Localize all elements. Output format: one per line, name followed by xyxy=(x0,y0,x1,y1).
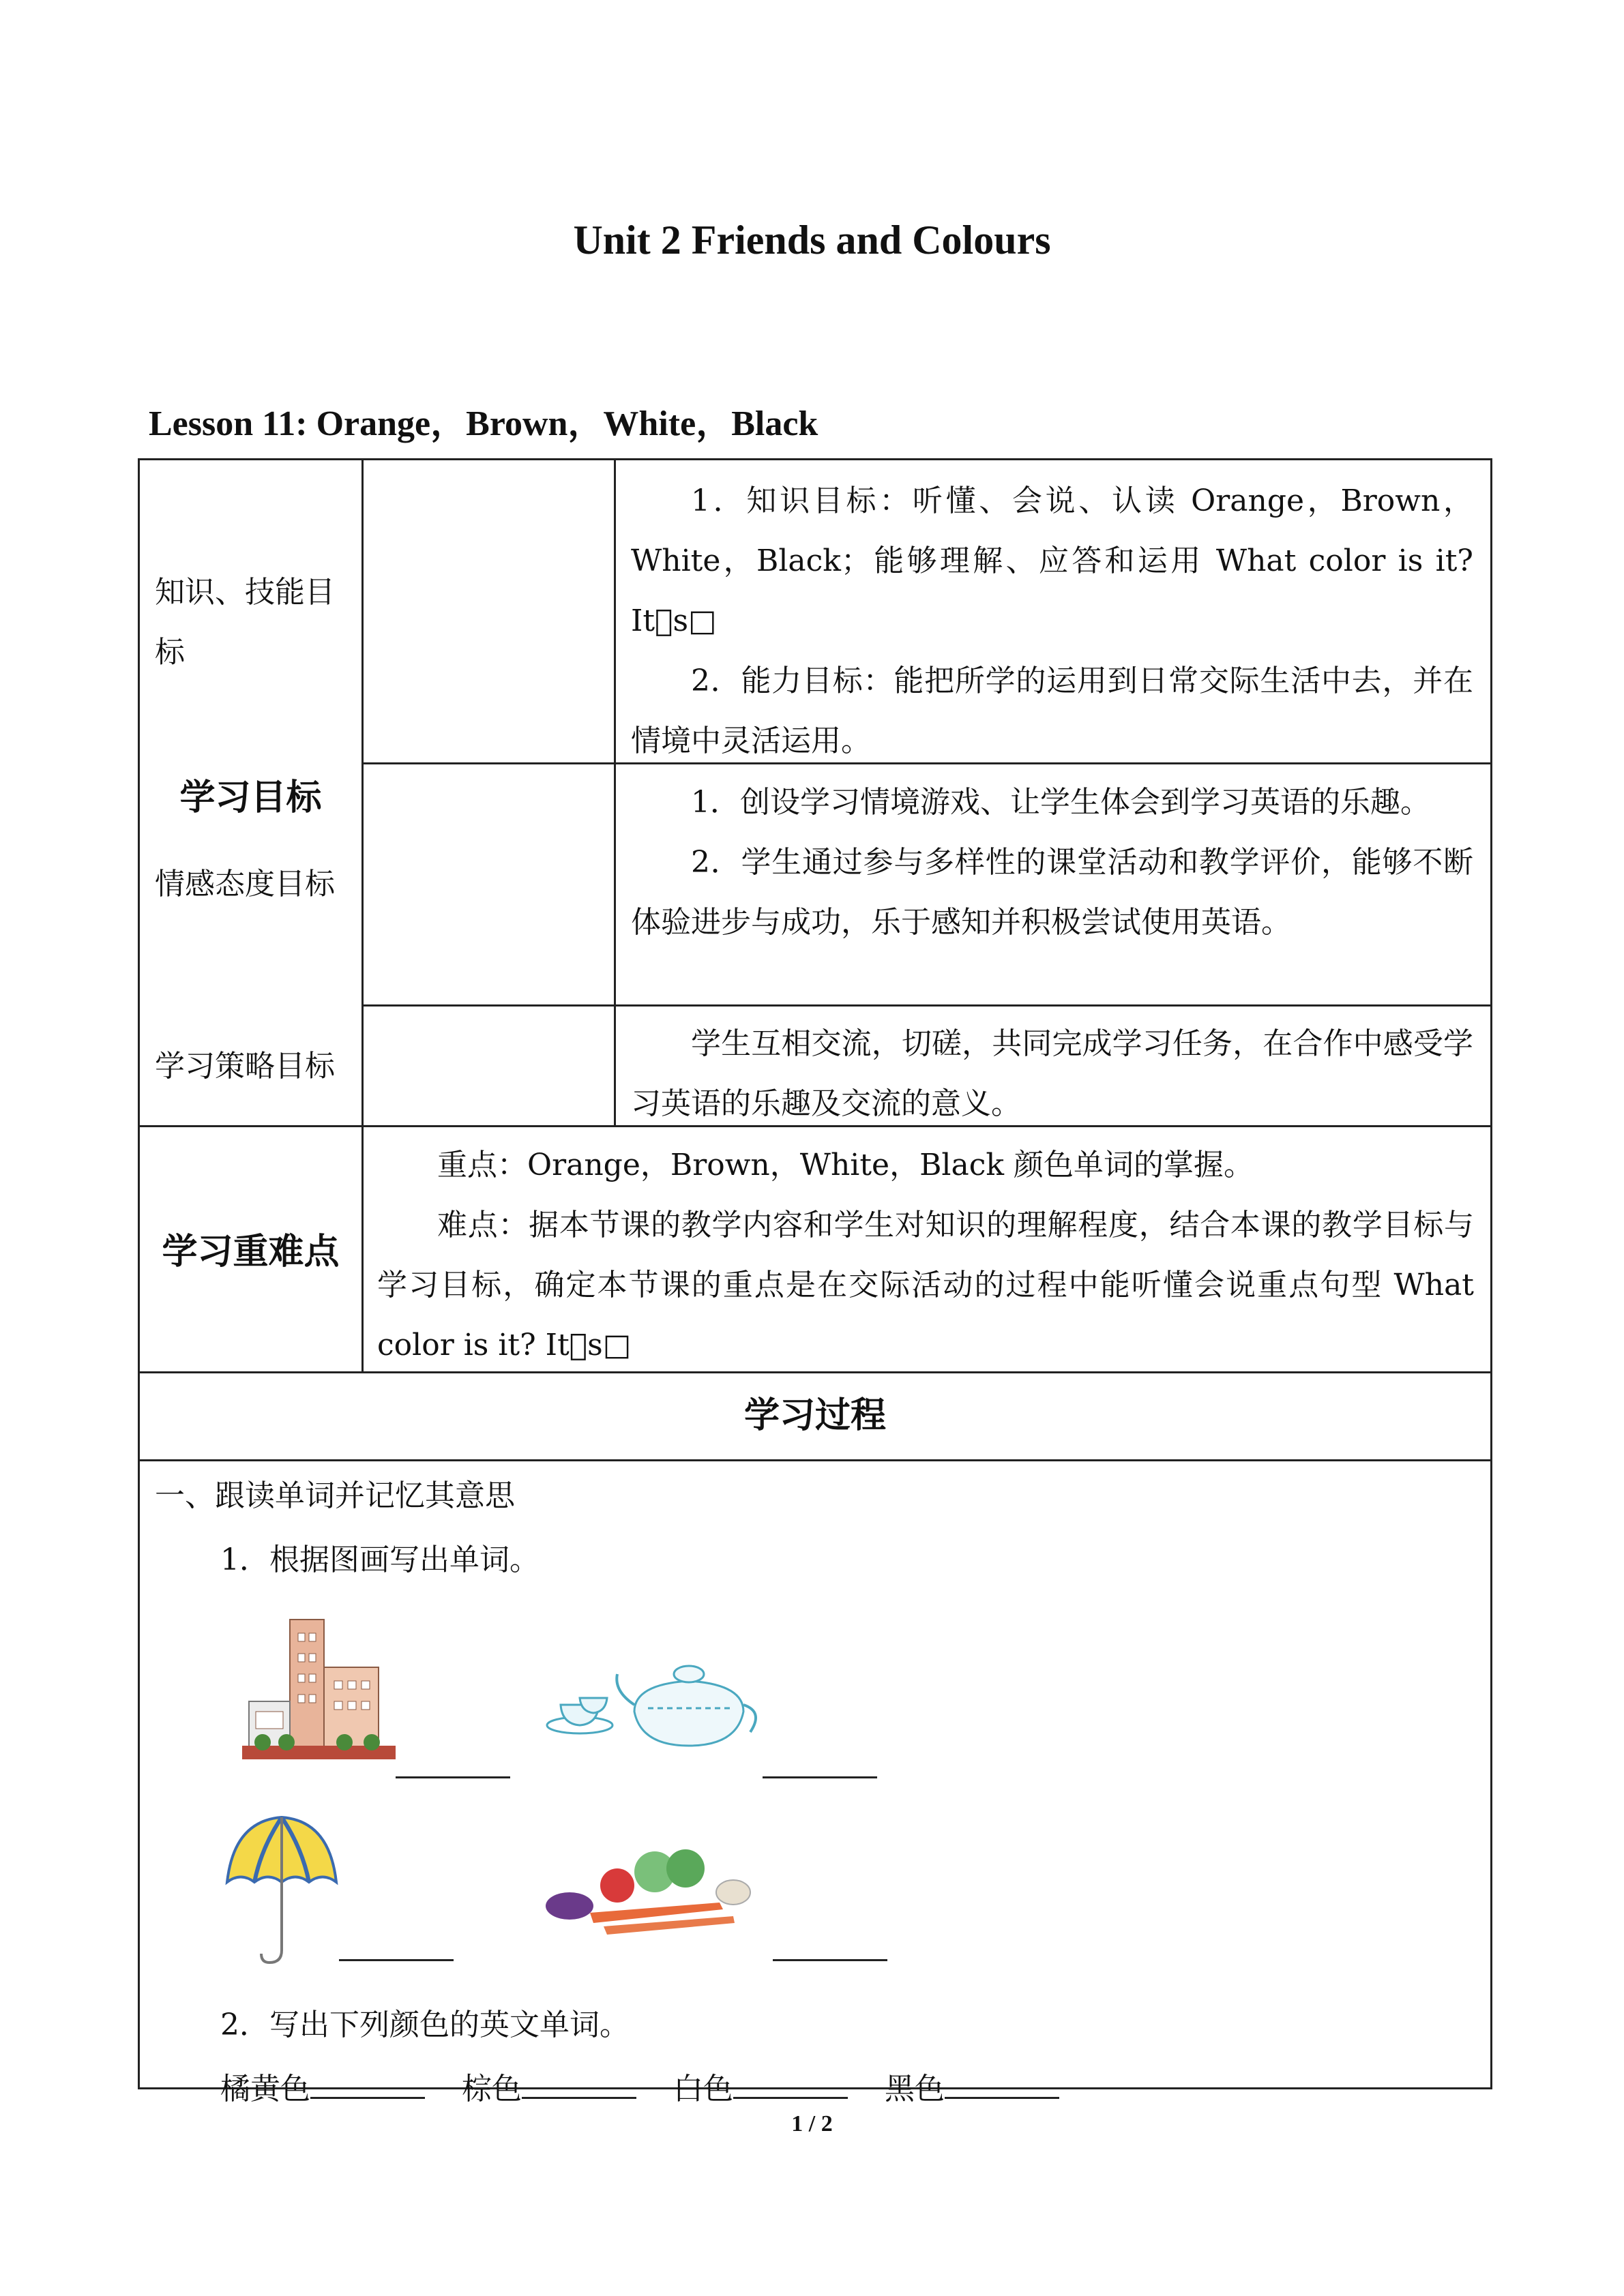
color-item-white xyxy=(673,2064,848,2108)
grid-line xyxy=(361,1004,1490,1007)
vegetables-picture xyxy=(542,1845,761,1947)
objective-paragraph: 1．创设学习情境游戏、让学生体会到学习英语的乐趣。 xyxy=(691,785,1430,820)
color-label: 橘黄色 xyxy=(220,2072,310,2106)
grid-line xyxy=(614,460,616,1125)
color-item-black xyxy=(885,2064,1059,2108)
question-one: 1．根据图画写出单词。 xyxy=(220,1542,540,1577)
difficult-point: 难点：据本节课的教学内容和学生对知识的理解程度，结合本课的教学目标与学习目标，确定本节课的重点是在交际活动的过程中能听懂会说重点句型 What color is it? It s□ xyxy=(377,1208,1474,1362)
page-number: 1 / 2 xyxy=(791,2111,833,2136)
answer-blank[interactable] xyxy=(339,1959,454,1961)
grid-line xyxy=(140,1459,1490,1461)
teaset-picture xyxy=(539,1643,757,1759)
keypoints-text xyxy=(377,1135,1474,1375)
objective-text-strategy xyxy=(631,1014,1473,1134)
objective-text-knowledge xyxy=(631,471,1473,771)
objective-text-emotion xyxy=(631,773,1473,953)
objective-paragraph: 1．知识目标：听懂、会说、认读 Orange，Brown，White，Black；能够理解、应答和运用 What color is it? It s□ xyxy=(631,483,1473,638)
color-words-row xyxy=(220,2064,1087,2108)
color-label: 黑色 xyxy=(885,2072,945,2106)
key-point: 重点：Orange，Brown，White，Black 颜色单词的掌握。 xyxy=(437,1148,1254,1182)
umbrella-picture xyxy=(220,1807,343,1971)
color-item-brown xyxy=(462,2064,636,2108)
lesson-table xyxy=(138,458,1492,2106)
answer-blank[interactable] xyxy=(763,1776,877,1778)
objective-paragraph: 学生互相交流，切磋，共同完成学习任务，在合作中感受学习英语的乐趣及交流的意义。 xyxy=(631,1026,1473,1121)
grid-line xyxy=(361,460,364,1371)
building-picture xyxy=(235,1606,413,1770)
objective-paragraph: 2．能力目标：能把所学的运用到日常交际生活中去，并在情境中灵活运用。 xyxy=(631,664,1473,758)
answer-blank[interactable] xyxy=(733,2071,848,2099)
answer-blank[interactable] xyxy=(945,2071,1059,2099)
answer-blank[interactable] xyxy=(310,2071,425,2099)
objective-label-knowledge: 知识、技能目标 xyxy=(155,575,335,670)
answer-blank[interactable] xyxy=(773,1959,887,1961)
objective-label-strategy: 学习策略目标 xyxy=(155,1049,335,1084)
objectives-heading: 学习目标 xyxy=(179,777,322,818)
objective-paragraph: 2．学生通过参与多样性的课堂活动和教学评价，能够不断体验进步与成功，乐于感知并积极尝试使用英语。 xyxy=(631,845,1473,940)
objective-label-emotion: 情感态度目标 xyxy=(155,867,335,901)
lesson-heading: Lesson 11: Orange，Brown，White，Black xyxy=(149,404,818,443)
color-label: 棕色 xyxy=(462,2072,522,2106)
answer-blank[interactable] xyxy=(522,2071,636,2099)
document-title: Unit 2 Friends and Colours xyxy=(573,218,1051,263)
question-two: 2．写出下列颜色的英文单词。 xyxy=(220,2008,630,2042)
color-label: 白色 xyxy=(673,2072,733,2106)
answer-blank[interactable] xyxy=(396,1776,510,1778)
color-item-orange xyxy=(220,2064,425,2108)
process-heading: 学习过程 xyxy=(743,1395,886,1436)
section-one-heading: 一、跟读单词并记忆其意思 xyxy=(155,1478,515,1513)
keypoints-heading: 学习重难点 xyxy=(162,1231,340,1272)
